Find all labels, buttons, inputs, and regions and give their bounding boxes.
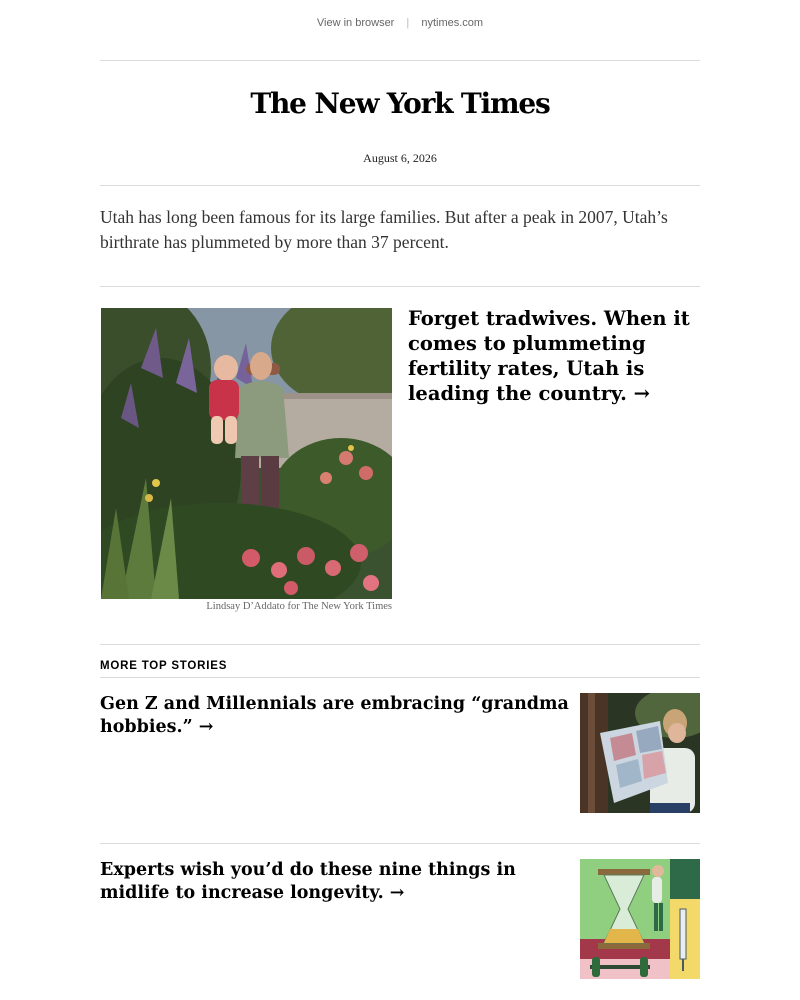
- intro-divider: [100, 286, 700, 287]
- intro-paragraph: Utah has long been famous for its large families. But after a peak in 2007, Utah’s birthrate has plummeted by more than 37 percent.: [100, 207, 668, 252]
- section-label-divider: [100, 677, 700, 678]
- top-links-bar: [0, 17, 800, 29]
- lead-story-photo[interactable]: [101, 308, 392, 599]
- story-link[interactable]: Gen Z and Millennials are embracing “grandma hobbies.” →: [100, 694, 569, 737]
- top-divider: [100, 60, 700, 61]
- nyt-logo[interactable]: The New York Times: [250, 87, 550, 120]
- lead-story-link[interactable]: Forget tradwives. When it comes to plummeting fertility rates, Utah is leading the country. →: [408, 307, 690, 405]
- story-headline[interactable]: [100, 859, 570, 905]
- lead-story-headline[interactable]: [408, 306, 700, 406]
- story-link[interactable]: Experts wish you’d do these nine things in midlife to increase longevity. →: [100, 860, 516, 903]
- photo-credit: Lindsay D’Addato for The New York Times: [206, 601, 392, 612]
- story-divider: [100, 843, 700, 844]
- story-headline[interactable]: [100, 693, 570, 739]
- story-thumbnail[interactable]: [580, 859, 700, 979]
- woman-holding-quilt-illustration: [580, 693, 700, 813]
- masthead-divider: [100, 185, 700, 186]
- story-item-grandma-hobbies: [100, 693, 700, 815]
- nytimes-link[interactable]: nytimes.com: [421, 17, 484, 29]
- view-in-browser-link[interactable]: View in browser: [316, 17, 395, 29]
- lead-divider: [100, 644, 700, 645]
- hourglass-longevity-illustration: [580, 859, 700, 979]
- story-thumbnail[interactable]: [580, 693, 700, 813]
- link-separator: |: [406, 17, 410, 29]
- mother-holding-baby-garden-illustration: [101, 308, 392, 599]
- more-top-stories-label: MORE TOP STORIES: [100, 660, 228, 672]
- newsletter-date: August 6, 2026: [363, 151, 437, 165]
- story-item-midlife-longevity: [100, 859, 700, 981]
